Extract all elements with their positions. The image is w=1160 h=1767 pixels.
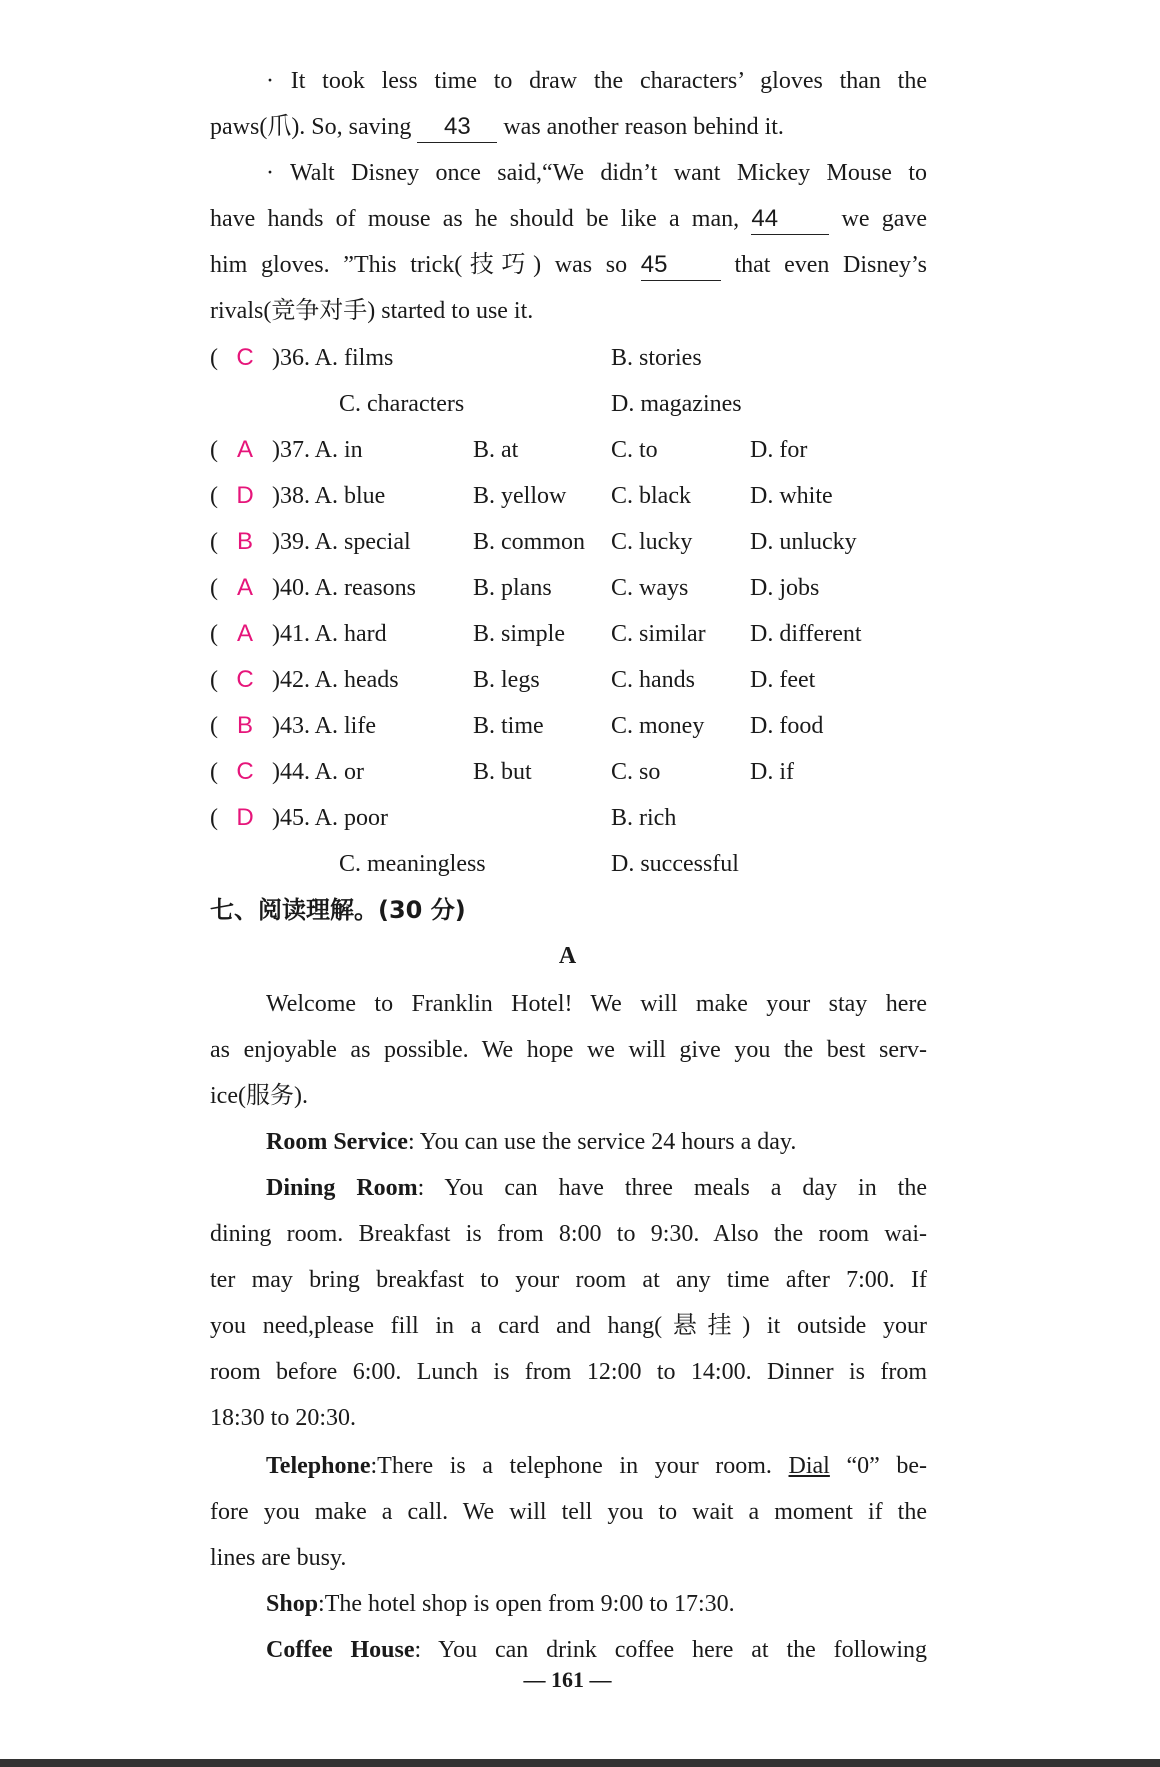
option-b: B. time <box>473 713 544 739</box>
room-service-line: Room Service: You can use the service 24 hours a day. <box>266 1129 797 1155</box>
option-d: D. if <box>750 759 794 785</box>
reading-title: A <box>558 943 577 969</box>
page-number: — 161 — <box>523 1667 612 1692</box>
reading-line: Welcome to Franklin Hotel! We will make your stay here <box>266 991 927 1017</box>
passage-line: rivals(竞争对手) started to use it. <box>210 298 534 324</box>
option-c: C. similar <box>611 621 706 647</box>
option-d: D. for <box>750 437 808 463</box>
option-c: C. hands <box>611 667 695 693</box>
option-d: D. successful <box>611 851 739 877</box>
reading-line: ice(服务). <box>210 1083 308 1109</box>
option-c: C. characters <box>339 391 465 417</box>
question-45: ( D )45. A. poor <box>210 795 388 841</box>
shop-label: Shop <box>266 1591 319 1617</box>
dining-line: 18:30 to 20:30. <box>210 1405 357 1431</box>
question-40: ( A )40. A. reasons <box>210 565 416 611</box>
option-c: C. ways <box>611 575 689 601</box>
option-b: B. legs <box>473 667 540 693</box>
option-c: C. to <box>611 437 658 463</box>
answer-mark: C <box>236 758 254 785</box>
blank-43: 43 <box>417 112 497 143</box>
telephone-line: Telephone:There is a telephone in your room. Dial “0” be- <box>266 1453 927 1479</box>
option-c: C. so <box>611 759 661 785</box>
option-c: C. meaningless <box>339 851 486 877</box>
bottom-edge-bar <box>0 1759 1160 1767</box>
answer-mark: A <box>236 436 253 463</box>
passage-line: · Walt Disney once said,“We didn’t want Mickey Mouse to <box>266 160 927 186</box>
option-d: D. different <box>750 621 862 647</box>
dining-line: Dining Room: You can have three meals a day in the <box>266 1175 928 1201</box>
section-heading: 七、阅读理解。(30 分) <box>210 896 466 924</box>
passage-line: him gloves. ”This trick(技巧) was so 45 that even Disney’s <box>210 242 927 288</box>
question-43: ( B )43. A. life <box>210 703 376 749</box>
question-38: ( D )38. A. blue <box>210 473 385 519</box>
answer-mark: B <box>236 528 253 555</box>
telephone-line: lines are busy. <box>210 1545 347 1571</box>
option-b: B. yellow <box>473 483 567 509</box>
option-d: D. magazines <box>611 391 742 417</box>
option-d: D. white <box>750 483 833 509</box>
option-d: D. jobs <box>750 575 820 601</box>
coffee-house-label: Coffee House <box>266 1637 415 1663</box>
answer-mark: A <box>236 620 253 647</box>
option-b: B. at <box>473 437 519 463</box>
option-c: C. money <box>611 713 705 739</box>
blank-45: 45 <box>641 250 721 281</box>
dial-word: Dial <box>788 1453 830 1479</box>
option-d: D. food <box>750 713 824 739</box>
answer-mark: D <box>236 804 254 831</box>
answer-mark: C <box>236 666 254 693</box>
passage-line: have hands of mouse as he should be like a man, 44 we gave <box>210 196 927 242</box>
option-b: B. but <box>473 759 532 785</box>
dining-line: dining room. Breakfast is from 8:00 to 9:30. Also the room wai- <box>210 1221 927 1247</box>
question-39: ( B )39. A. special <box>210 519 411 565</box>
question-42: ( C )42. A. heads <box>210 657 399 703</box>
option-b: B. simple <box>473 621 566 647</box>
option-b: B. stories <box>611 345 702 371</box>
dining-room-label: Dining Room <box>266 1175 418 1201</box>
passage-line: paws(爪). So, saving 43 was another reason behind it. <box>210 104 927 150</box>
question-41: ( A )41. A. hard <box>210 611 387 657</box>
blank-44: 44 <box>751 204 829 235</box>
answer-mark: C <box>236 344 254 371</box>
answer-mark: B <box>236 712 253 739</box>
answer-mark: A <box>236 574 253 601</box>
option-b: B. plans <box>473 575 552 601</box>
option-b: B. common <box>473 529 585 555</box>
option-b: B. rich <box>611 805 677 831</box>
room-service-label: Room Service <box>266 1129 408 1155</box>
passage-line: · It took less time to draw the characters’ gloves than the <box>266 68 927 94</box>
option-c: C. black <box>611 483 691 509</box>
question-36: ( C )36. A. films <box>210 335 393 381</box>
reading-line: as enjoyable as possible. We hope we will give you the best serv- <box>210 1037 927 1063</box>
dining-line: ter may bring breakfast to your room at any time after 7:00. If <box>210 1267 927 1293</box>
option-d: D. feet <box>750 667 816 693</box>
option-d: D. unlucky <box>750 529 857 555</box>
dining-line: you need,please fill in a card and hang(悬挂) it outside your <box>210 1313 927 1339</box>
coffee-house-line: Coffee House: You can drink coffee here at the following <box>266 1637 927 1663</box>
question-44: ( C )44. A. or <box>210 749 364 795</box>
question-37: ( A )37. A. in <box>210 427 363 473</box>
option-c: C. lucky <box>611 529 693 555</box>
dining-line: room before 6:00. Lunch is from 12:00 to 14:00. Dinner is from <box>210 1359 927 1385</box>
answer-mark: D <box>236 482 254 509</box>
telephone-label: Telephone <box>266 1453 371 1479</box>
telephone-line: fore you make a call. We will tell you to wait a moment if the <box>210 1499 927 1525</box>
shop-line: Shop:The hotel shop is open from 9:00 to 17:30. <box>266 1591 735 1617</box>
